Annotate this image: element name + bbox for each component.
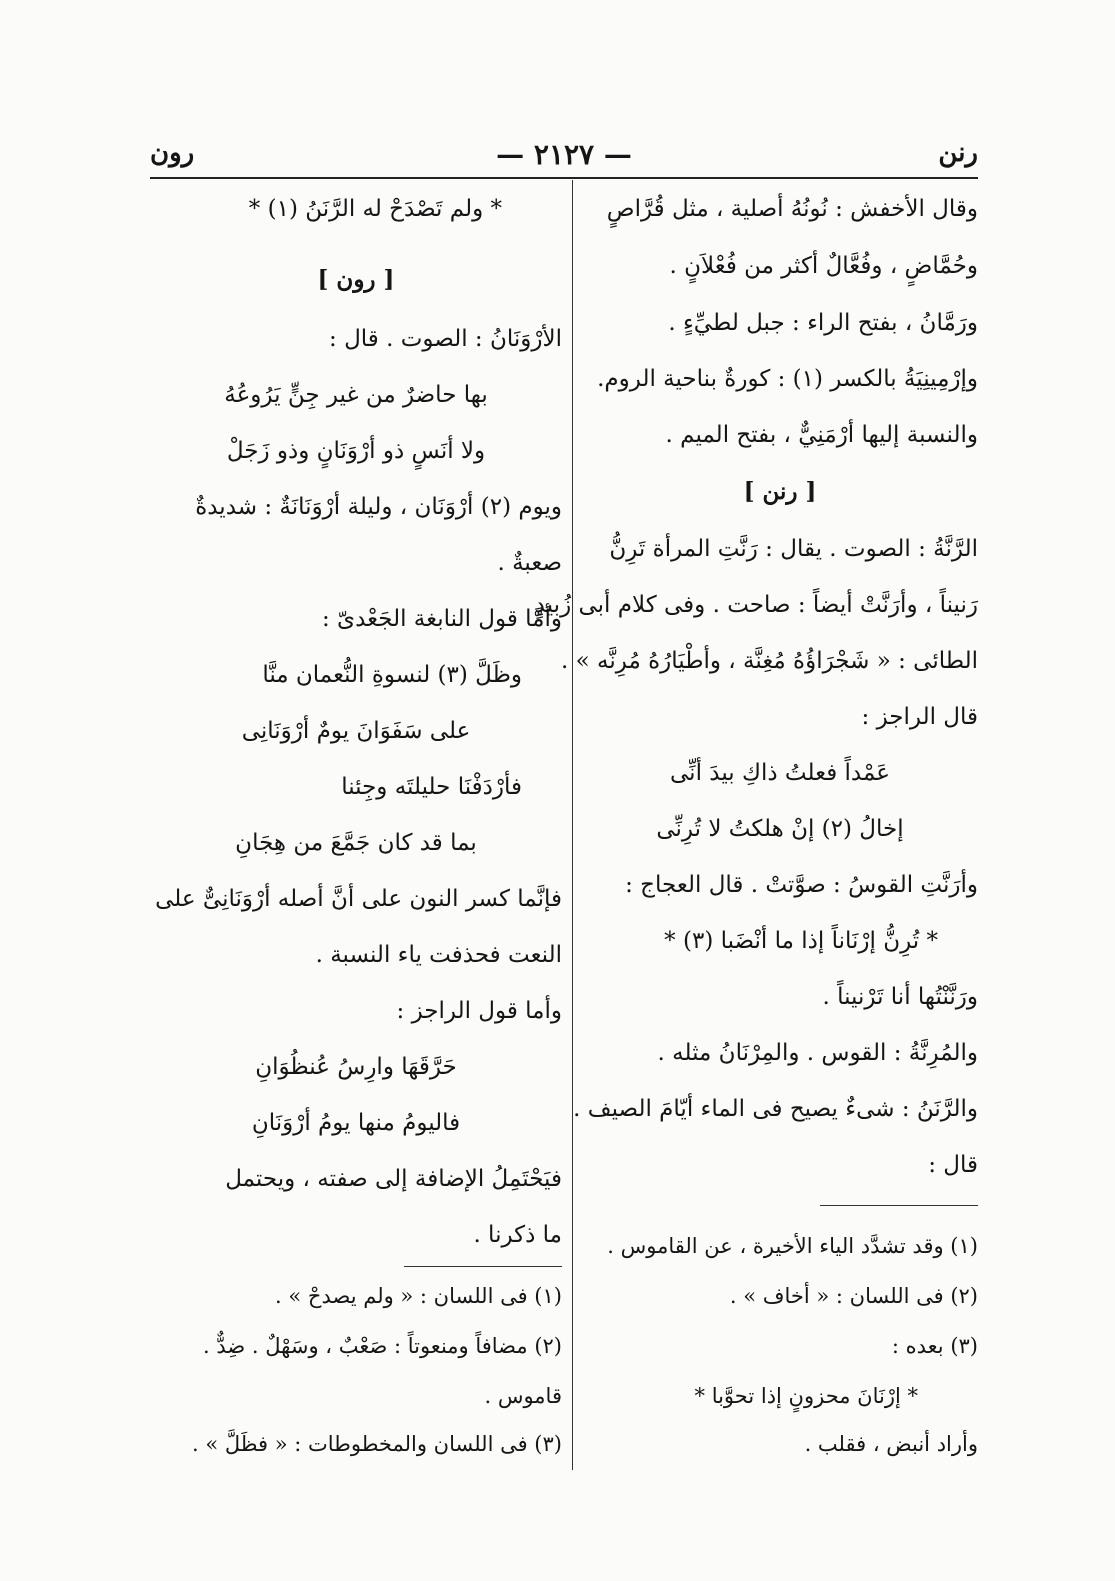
text-line: وأما قول الراجز : bbox=[396, 998, 562, 1024]
header-root-word-right: رنن bbox=[938, 138, 978, 168]
verse-line: حَرَّقَهَا وارِسُ عُنظُوَانِ bbox=[255, 1054, 457, 1080]
text-line: والرَّنَنُ : شىءٌ يصيح فى الماء أيّامَ الصيف . bbox=[573, 1096, 978, 1122]
text-line: ورَنَّنْتُها أنا تَرْنيناً . bbox=[822, 984, 978, 1010]
verse-line: بها حاضرٌ من غير جِنٍّ يَرُوعُهُ bbox=[224, 382, 488, 408]
footnote: (١) وقد تشدَّد الياء الأخيرة ، عن القاموس . bbox=[607, 1234, 978, 1258]
verse-line: فاليومُ منها يومُ أرْوَنَانِ bbox=[251, 1110, 461, 1136]
text-line: رَنيناً ، وأرَنَّتْ أيضاً : صاحت . وفى كلام أبى زُبيدٍ bbox=[534, 592, 978, 618]
page-header bbox=[150, 138, 978, 178]
text-line: صعبةٌ . bbox=[497, 550, 562, 576]
header-root-word-left: رون bbox=[150, 138, 195, 168]
column-divider bbox=[572, 180, 573, 1470]
text-line: وحُمَّاضٍ ، وفُعَّالٌ أكثر من فُعْلاَنٍ . bbox=[669, 253, 978, 279]
text-line: قال : bbox=[928, 1152, 978, 1178]
verse-line: على سَفَوَانَ يومٌ أرْوَنَانِى bbox=[241, 718, 471, 744]
footnote: (١) فى اللسان : « ولم يصدحْ » . bbox=[275, 1284, 562, 1308]
footnote: (٢) فى اللسان : « أخاف » . bbox=[729, 1284, 978, 1308]
footnote: (٣) فى اللسان والمخطوطات : « فظَلَّ » . bbox=[191, 1432, 562, 1456]
footnote-rule bbox=[404, 1266, 562, 1267]
text-line: ويوم (٢) أرْوَنَان ، وليلة أرْوَنَانَةٌ : شديدةٌ bbox=[195, 494, 562, 520]
verse-line: إخالُ (٢) إنْ هلكتُ لا تُرِنِّى bbox=[656, 816, 904, 842]
verse-line: وظَلَّ (٣) لنسوةِ النُّعمان منَّا bbox=[262, 662, 522, 688]
text-line: فيَحْتَمِلُ الإضافة إلى صفته ، ويحتمل bbox=[225, 1166, 562, 1192]
footnote: (٣) بعده : bbox=[891, 1334, 978, 1358]
text-line: والنسبة إليها أرْمَنِيٌّ ، بفتح الميم . bbox=[665, 422, 978, 448]
footnote-verse: * إرْنَانَ محزونٍ إذا تحوَّبا * bbox=[694, 1384, 918, 1408]
text-line: وأرَنَّتِ القوسُ : صوَّتتْ . قال العجاج : bbox=[625, 872, 978, 898]
text-line: فإنَّما كسر النون على أنَّ أصله أرْوَنَانِىٌّ على bbox=[155, 886, 562, 912]
page-number: — ٢١٢٧ — bbox=[496, 138, 632, 171]
footnote: قاموس . bbox=[484, 1384, 562, 1408]
text-line: النعت فحذفت ياء النسبة . bbox=[315, 942, 562, 968]
text-line: ورَمَّانُ ، بفتح الراء : جبل لطيِّءٍ . bbox=[668, 310, 978, 336]
text-line: وإرْمِينِيَةُ بالكسر (١) : كورةٌ بناحية الروم. bbox=[597, 366, 978, 392]
text-line: الطائى : « شَجْرَاؤُهُ مُغِنَّة ، وأطْيَارُهُ مُرِنَّه » . bbox=[561, 648, 978, 674]
entry-heading: [ رون ] bbox=[317, 266, 395, 293]
text-line: الرَّنَّةُ : الصوت . يقال : رَنَّتِ المرأة تَرِنُّ bbox=[609, 536, 978, 562]
header-rule bbox=[150, 177, 978, 179]
text-line: والمُرِنَّةُ : القوس . والمِرْنَانُ مثله . bbox=[657, 1040, 978, 1066]
verse-line: عَمْداً فعلتُ ذاكِ بيدَ أنِّى bbox=[670, 760, 890, 786]
text-line: وأمَّا قول النابغة الجَعْدىّ : bbox=[322, 606, 562, 632]
verse-line: فأرْدَفْنَا حليلتَه وجِئنا bbox=[341, 774, 522, 800]
text-line: قال الراجز : bbox=[861, 704, 978, 730]
footnote: (٢) مضافاً ومنعوتاً : صَعْبٌ ، وسَهْلٌ . ضِدٌّ . bbox=[203, 1334, 562, 1358]
verse-line: * ولم تَصْدَحْ له الرَّنَنُ (١) * bbox=[248, 196, 502, 222]
entry-heading: [ رنن ] bbox=[743, 478, 817, 505]
text-line: الأرْوَنَانُ : الصوت . قال : bbox=[329, 326, 562, 352]
verse-line: * تُرِنُّ إرْنَاناً إذا ما أنْضَبا (٣) * bbox=[664, 928, 938, 954]
footnote-rule bbox=[820, 1205, 978, 1206]
verse-line: ولا أنَسٍ ذو أرْوَنَانٍ وذو زَجَلْ bbox=[226, 438, 486, 464]
footnote: وأراد أنبض ، فقلب . bbox=[804, 1432, 978, 1456]
text-line: ما ذكرنا . bbox=[473, 1222, 562, 1248]
text-line: وقال الأخفش : نُونُهُ أصلية ، مثل قُرَّاصٍ bbox=[606, 196, 978, 222]
verse-line: بما قد كان جَمَّعَ من هِجَانِ bbox=[235, 830, 477, 856]
